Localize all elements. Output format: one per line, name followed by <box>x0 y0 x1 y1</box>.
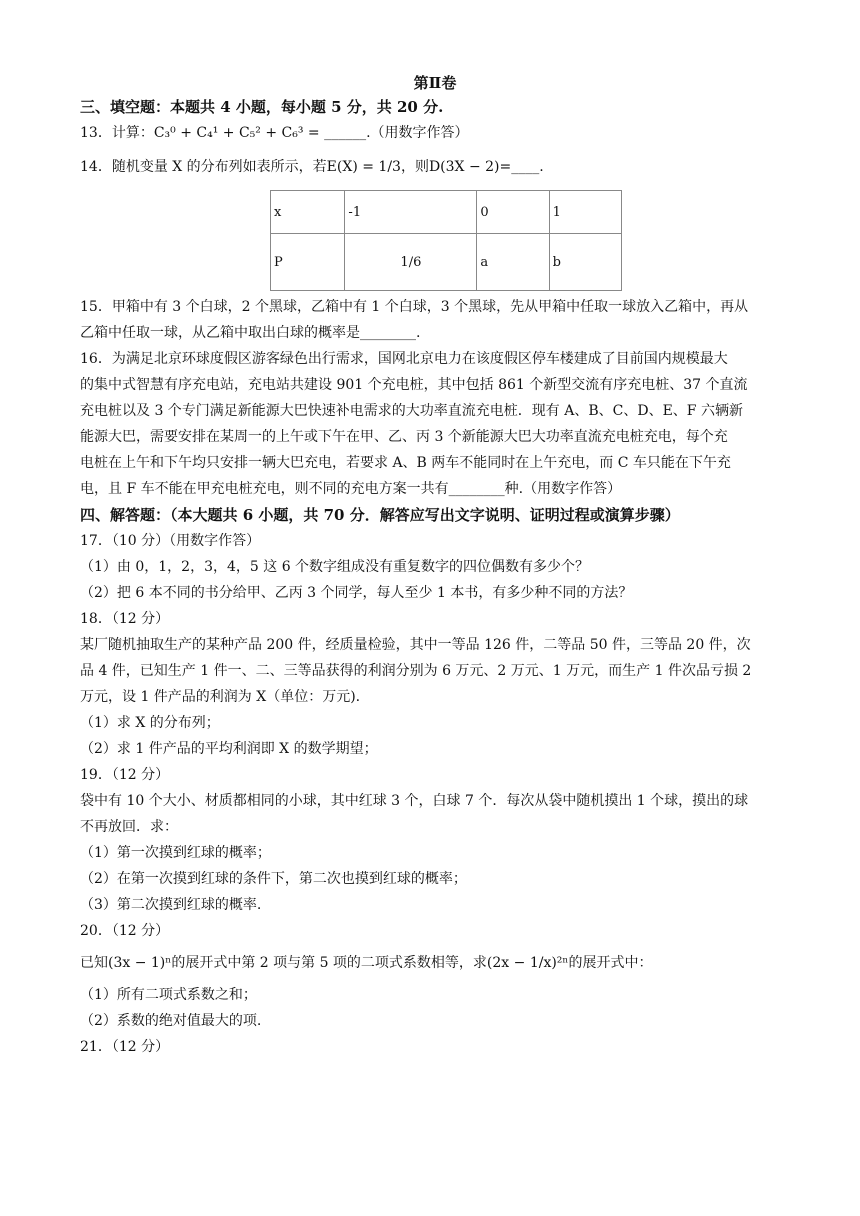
section-title: 第Ⅱ卷 <box>413 74 457 92</box>
q16-line: 充电桩以及 3 个专门满足新能源大巴快速补电需求的大功率直流充电桩．现有 A、B、C、D、E、F 六辆新 <box>80 403 743 419</box>
distribution-table <box>270 190 622 291</box>
table-cell: a <box>477 234 549 291</box>
question-14: 14．随机变量 X 的分布列如表所示，若E(X) = 1/3，则D(3X − 2)=____. <box>80 159 544 175</box>
questions-body <box>80 294 790 1060</box>
question-13: 13．计算：C₃⁰ + C₄¹ + C₅² + C₆³ = ______.（用数字作答） <box>80 125 469 141</box>
q16-line: 电，且 F 车不能在甲充电桩充电，则不同的充电方案一共有________种.（用数字作答） <box>80 481 622 497</box>
q17-line: （2）把 6 本不同的书分给甲、乙丙 3 个同学，每人至少 1 本书，有多少种不同的方法？ <box>80 585 633 601</box>
q19-line: 19．（12 分） <box>80 767 170 783</box>
table-cell: 0 <box>477 191 549 234</box>
q18-line: （1）求 X 的分布列； <box>80 715 220 731</box>
q16-line: 的集中式智慧有序充电站，充电站共建设 901 个充电桩，其中包括 861 个新型交流有序充电桩、37 个直流 <box>80 377 748 393</box>
q19-line: （3）第二次摸到红球的概率. <box>80 897 262 913</box>
table-cell: P <box>271 234 345 291</box>
exam-page <box>80 66 790 180</box>
table-row <box>271 191 622 234</box>
q19-line: （2）在第一次摸到红球的条件下，第二次也摸到红球的概率； <box>80 871 467 887</box>
table-cell: -1 <box>345 191 477 234</box>
q19-line: 袋中有 10 个大小、材质都相同的小球，其中红球 3 个，白球 7 个．每次从袋中随机摸出 1 个球，摸出的球 <box>80 793 749 809</box>
section-4-heading: 四、解答题：（本大题共 6 小题，共 70 分．解答应写出文字说明、证明过程或演算步骤） <box>80 506 680 524</box>
q20-line: （2）系数的绝对值最大的项. <box>80 1013 262 1029</box>
q17-line: （1）由 0，1，2，3，4，5 这 6 个数字组成没有重复数字的四位偶数有多少个？ <box>80 559 590 575</box>
q18-line: 万元，设 1 件产品的利润为 X（单位：万元). <box>80 689 361 705</box>
q15-line: 乙箱中任取一球，从乙箱中取出白球的概率是________. <box>80 325 421 341</box>
q18-line: 某厂随机抽取生产的某种产品 200 件，经质量检验，其中一等品 126 件，二等品 50 件，三等品 20 件，次 <box>80 637 751 653</box>
table-row <box>271 234 622 291</box>
q20-line: 已知(3x − 1)ⁿ的展开式中第 2 项与第 5 项的二项式系数相等，求(2x − 1/x)²ⁿ的展开式中： <box>80 955 653 971</box>
q20-line: （1）所有二项式系数之和； <box>80 987 257 1003</box>
q16-line: 16．为满足北京环球度假区游客绿色出行需求，国网北京电力在该度假区停车楼建成了目前国内规模最大 <box>80 351 728 367</box>
table-cell: b <box>549 234 621 291</box>
q15-line: 15．甲箱中有 3 个白球，2 个黑球，乙箱中有 1 个白球，3 个黑球，先从甲箱中任取一球放入乙箱中，再从 <box>80 299 749 315</box>
q18-line: 品 4 件，已知生产 1 件一、二、三等品获得的利润分别为 6 万元、2 万元、1 万元，而生产 1 件次品亏损 2 <box>80 663 752 679</box>
q18-line: 18．（12 分） <box>80 611 170 627</box>
q18-line: （2）求 1 件产品的平均利润即 X 的数学期望； <box>80 741 378 757</box>
table-cell: 1 <box>549 191 621 234</box>
q19-line: 不再放回．求： <box>80 819 178 835</box>
q19-line: （1）第一次摸到红球的概率； <box>80 845 271 861</box>
q16-line: 能源大巴，需要安排在某周一的上午或下午在甲、乙、丙 3 个新能源大巴大功率直流充电桩充电，每个充 <box>80 429 728 445</box>
table-cell: x <box>271 191 345 234</box>
q17-line: 17．（10 分）（用数字作答） <box>80 533 261 549</box>
section-3-heading: 三、填空题：本题共 4 小题，每小题 5 分，共 20 分. <box>80 98 444 116</box>
q21-line: 21．（12 分） <box>80 1039 170 1055</box>
q20-line: 20．（12 分） <box>80 923 170 939</box>
q16-line: 电桩在上午和下午均只安排一辆大巴充电，若要求 A、B 两车不能同时在上午充电，而 C 车只能在下午充 <box>80 455 731 471</box>
table-cell: 1/6 <box>345 234 477 291</box>
